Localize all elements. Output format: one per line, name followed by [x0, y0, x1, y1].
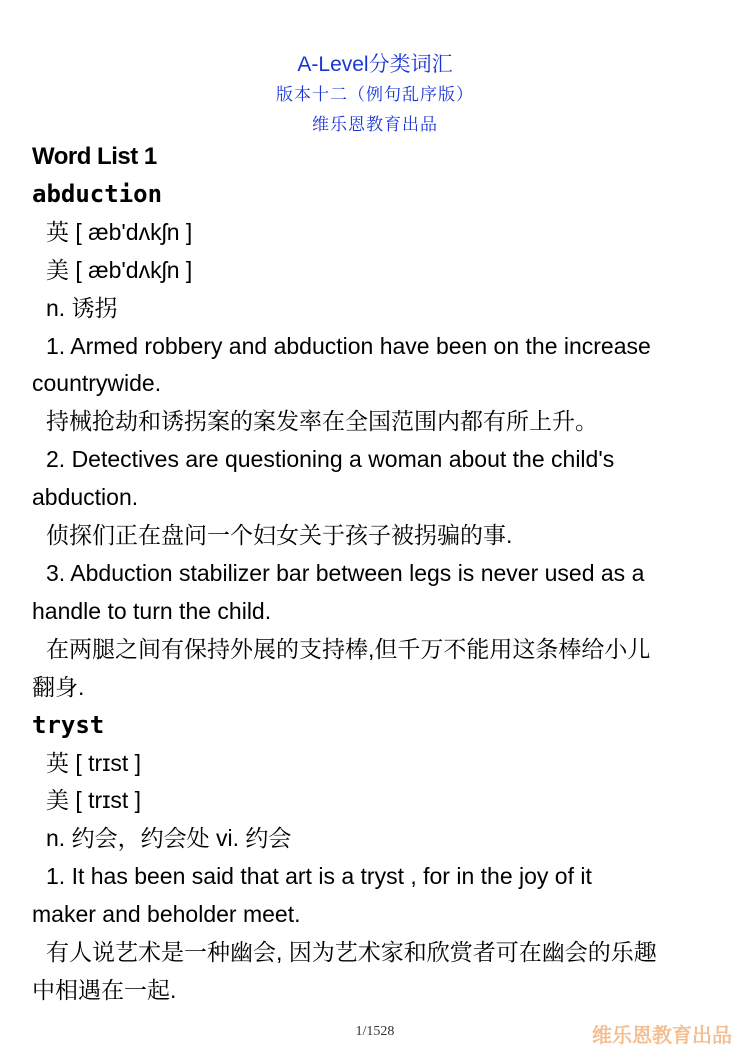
example-english: 1. Armed robbery and abduction have been on the increase	[46, 332, 651, 359]
example-english: 2. Detectives are questioning a woman about the child's	[46, 446, 615, 473]
publisher-watermark: 维乐恩教育出品	[592, 1025, 732, 1047]
example-chinese: 有人说艺术是一种幽会, 因为艺术家和欣赏者可在幽会的乐趣	[46, 939, 657, 966]
us-pronunciation: 美 [ æb'dʌkʃn ]	[46, 256, 193, 283]
part-of-speech-definition: n. 约会，约会处 vi. 约会	[46, 825, 292, 852]
headword: abduction	[32, 179, 163, 208]
example-chinese: 持械抢劫和诱拐案的案发率在全国范围内都有所上升。	[46, 408, 598, 435]
uk-pronunciation: 英 [ æb'dʌkʃn ]	[46, 218, 193, 245]
example-english-continued: maker and beholder meet.	[32, 901, 301, 928]
example-english-continued: countrywide.	[32, 370, 162, 397]
uk-pronunciation: 英 [ trɪst ]	[46, 749, 142, 776]
example-english-continued: handle to turn the child.	[32, 597, 272, 624]
example-english: 1. It has been said that art is a tryst , for in the joy of it	[46, 863, 592, 890]
part-of-speech-definition: n. 诱拐	[46, 294, 118, 321]
headword: tryst	[32, 710, 105, 739]
document-title: A-Level分类词汇	[297, 53, 453, 76]
word-list-content	[32, 138, 722, 1010]
us-pronunciation: 美 [ trɪst ]	[46, 787, 142, 814]
example-english-continued: abduction.	[32, 484, 139, 511]
example-chinese: 在两腿之间有保持外展的支持棒,但千万不能用这条棒给小儿	[46, 635, 651, 662]
example-chinese-continued: 中相遇在一起.	[32, 976, 177, 1003]
document-subtitle: 版本十二（例句乱序版）	[276, 85, 474, 104]
document-publisher: 维乐恩教育出品	[312, 115, 438, 134]
example-chinese: 侦探们正在盘问一个妇女关于孩子被拐骗的事.	[46, 522, 513, 549]
word-list-title: Word List 1	[32, 143, 157, 170]
page-number: 1/1528	[355, 1024, 395, 1039]
example-english: 3. Abduction stabilizer bar between legs is never used as a	[46, 559, 645, 586]
example-chinese-continued: 翻身.	[32, 673, 85, 700]
